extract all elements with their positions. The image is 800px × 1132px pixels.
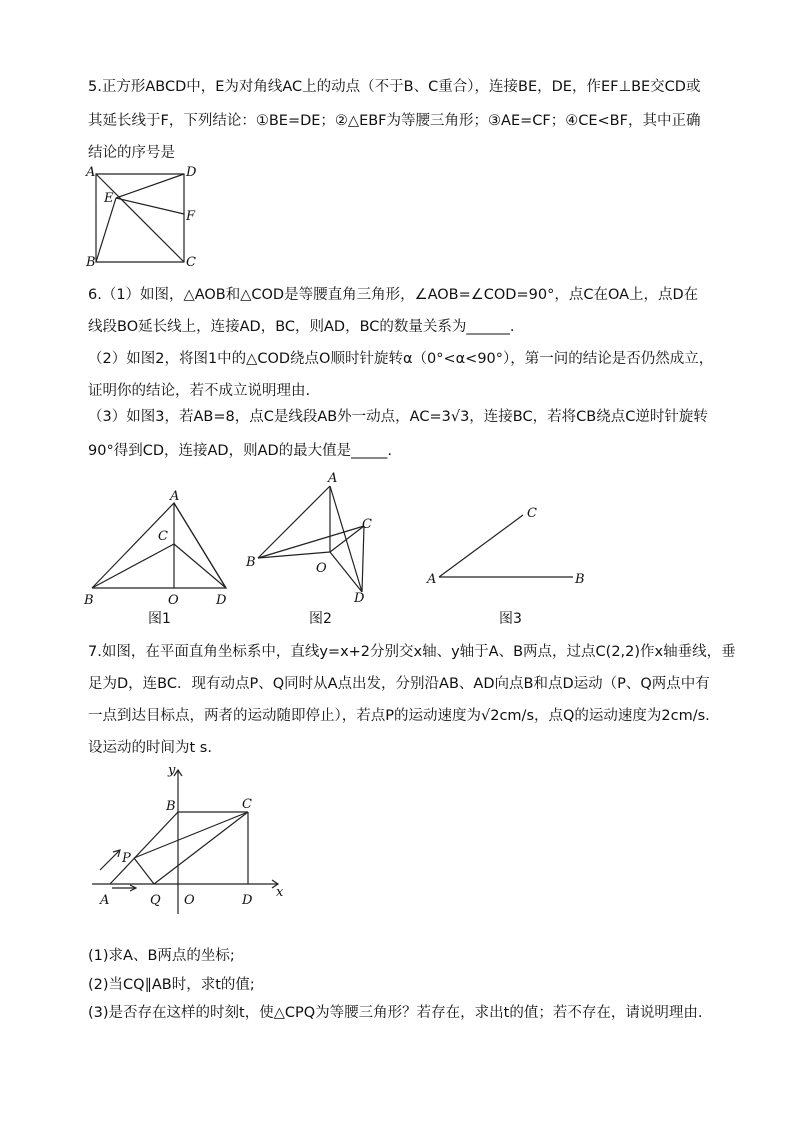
p5-line-1: 5.正方形ABCD中，E为对角线AC上的动点（不于B、C重合），连接BE，DE，作EF⊥BE交CD或 <box>88 79 701 95</box>
fig1-label-b: B <box>84 593 94 608</box>
p7-coordinate-figure <box>92 764 312 924</box>
p5-label-e: E <box>104 191 114 206</box>
p7-label-y: y <box>168 763 176 778</box>
fig2-label-a: A <box>328 471 338 486</box>
p7-label-x: x <box>276 885 284 900</box>
fig3-label-a: A <box>427 572 437 587</box>
p6-figure-3 <box>425 505 595 595</box>
p6-line-3: （2）如图2，将图1中的△COD绕点O顺时针旋转α（0°<α<90°），第一问的结论是否仍然成立， <box>88 351 714 367</box>
p7-question-2: (2)当CQ∥AB时，求t的值; <box>88 977 255 993</box>
fig3-label-c: C <box>527 506 537 521</box>
fig2-label-c: C <box>362 517 372 532</box>
p6-figure-1 <box>80 488 250 613</box>
fig2-label-o: O <box>316 561 327 576</box>
p5-figure <box>86 165 197 270</box>
p7-label-o: O <box>184 893 195 908</box>
p6-line-6: 90°得到CD，连接AD，则AD的最大值是_____. <box>88 443 393 459</box>
p5-label-b: B <box>86 255 96 270</box>
p6-line-5: （3）如图3，若AB=8，点C是线段AB外一动点，AC=3√3，连接BC，若将CB绕点C逆时针旋转 <box>88 409 708 425</box>
p7-label-c: C <box>242 797 252 812</box>
p5-line-3: 结论的序号是 <box>88 145 175 161</box>
fig1-label-d: D <box>216 593 227 608</box>
p7-label-q: Q <box>150 893 161 908</box>
fig1-label-o: O <box>168 593 179 608</box>
p6-figure-2 <box>244 470 394 605</box>
p7-line-3: 一点到达目标点，两者的运动随即停止），若点P的运动速度为√2cm/s，点Q的运动速度为2cm/s. <box>88 708 710 724</box>
p6-line-4: 证明你的结论，若不成立说明理由. <box>88 383 311 399</box>
p7-line-2: 足为D，连BC．现有动点P、Q同时从A点出发，分别沿AB、AD向点B和点D运动（P、Q两点中有 <box>88 676 710 692</box>
p5-label-d: D <box>186 165 197 180</box>
fig3-label-b: B <box>575 572 585 587</box>
p6-line-2: 线段BO延长线上，连接AD，BC，则AD，BC的数量关系为______. <box>88 319 515 335</box>
p7-line-1: 7.如图，在平面直角坐标系中，直线y=x+2分别交x轴、y轴于A、B两点，过点C(2,2)作x轴垂线，垂 <box>88 644 736 660</box>
p7-question-1: (1)求A、B两点的坐标; <box>88 948 235 964</box>
p7-question-3: (3)是否存在这样的时刻t，使△CPQ为等腰三角形？若存在，求出t的值；若不存在，请说明理由. <box>88 1005 703 1021</box>
fig1-caption: 图1 <box>148 611 171 627</box>
fig2-caption: 图2 <box>309 611 332 627</box>
fig2-label-b: B <box>246 555 256 570</box>
p6-line-1: 6.（1）如图，△AOB和△COD是等腰直角三角形，∠AOB=∠COD=90°，点C在OA上，点D在 <box>88 287 699 303</box>
p5-label-a: A <box>86 165 96 180</box>
fig1-label-a: A <box>170 489 180 504</box>
p5-label-c: C <box>186 255 196 270</box>
fig2-label-d: D <box>354 591 365 606</box>
p7-label-a: A <box>100 893 110 908</box>
p7-line-4: 设运动的时间为t s. <box>88 740 212 756</box>
p5-label-f: F <box>186 209 196 224</box>
fig1-label-c: C <box>158 529 168 544</box>
p7-label-b: B <box>166 799 176 814</box>
fig3-caption: 图3 <box>499 611 522 627</box>
p5-line-2: 其延长线于F，下列结论：①BE=DE；②△EBF为等腰三角形；③AE=CF；④CE<BF，其中正确 <box>88 113 701 129</box>
p7-label-p: P <box>122 851 131 866</box>
p7-label-d: D <box>242 893 253 908</box>
